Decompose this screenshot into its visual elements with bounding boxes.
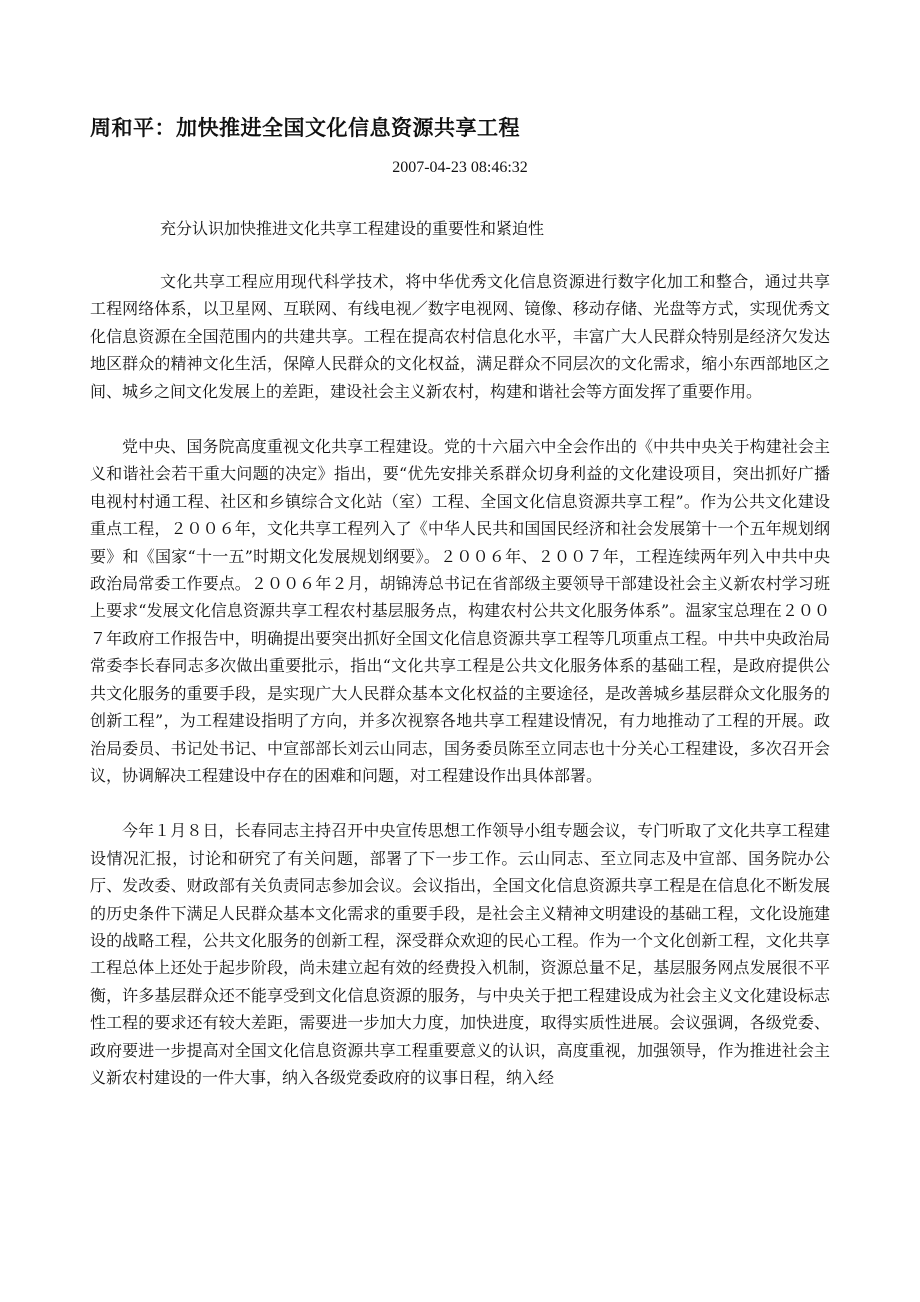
paragraph-2: 党中央、国务院高度重视文化共享工程建设。党的十六届六中全会作出的《中共中央关于构建社会主义和谐社会若干重大问题的决定》指出，要“优先安排关系群众切身利益的文化建设项目，突出抓好广播电视村村通工程、社区和乡镇综合文化站（室）工程、全国文化信息资源共享工程”。作为公共文化建设重点工程，２００６年，文化共享工程列入了《中华人民共和国国民经济和社会发展第十一个五年规划纲要》和《国家“十一五”时期文化发展规划纲要》。２００６年、２００７年，工程连续两年列入中共中央政治局常委工作要点。２００６年２月，胡锦涛总书记在省部级主要领导干部建设社会主义新农村学习班上要求“发展文化信息资源共享工程农村基层服务点，构建农村公共文化服务体系”。温家宝总理在２００７年政府工作报告中，明确提出要突出抓好全国文化信息资源共享工程等几项重点工程。中共中央政治局常委李长春同志多次做出重要批示，指出“文化共享工程是公共文化服务体系的基础工程，是政府提供公共文化服务的重要手段，是实现广大人民群众基本文化权益的主要途径，是改善城乡基层群众文化服务的创新工程”，为工程建设指明了方向，并多次视察各地共享工程建设情况，有力地推动了工程的开展。政治局委员、书记处书记、中宣部部长刘云山同志，国务委员陈至立同志也十分关心工程建设，多次召开会议，协调解决工程建设中存在的困难和问题，对工程建设作出具体部署。 [90, 437, 830, 785]
paragraph-1: 文化共享工程应用现代科学技术，将中华优秀文化信息资源进行数字化加工和整合，通过共享工程网络体系，以卫星网、互联网、有线电视／数字电视网、镜像、移动存储、光盘等方式，实现优秀文化信息资源在全国范围内的共建共享。工程在提高农村信息化水平，丰富广大人民群众特别是经济欠发达地区群众的精神文化生活，保障人民群众的文化权益，满足群众不同层次的文化需求，缩小东西部地区之间、城乡之间文化发展上的差距，建设社会主义新农村，构建和谐社会等方面发挥了重要作用。 [90, 272, 830, 401]
article-title: 周和平：加快推进全国文化信息资源共享工程 [90, 116, 520, 140]
article-body [90, 268, 830, 1119]
publish-datetime: 2007-04-23 08:46:32 [392, 159, 528, 176]
paragraph-3: 今年１月８日，长春同志主持召开中央宣传思想工作领导小组专题会议，专门听取了文化共享工程建设情况汇报，讨论和研究了有关问题，部署了下一步工作。云山同志、至立同志及中宣部、国务院办公厅、发改委、财政部有关负责同志参加会议。会议指出，全国文化信息资源共享工程是在信息化不断发展的历史条件下满足人民群众基本文化需求的重要手段，是社会主义精神文明建设的基础工程，文化设施建设的战略工程，公共文化服务的创新工程，深受群众欢迎的民心工程。作为一个文化创新工程，文化共享工程总体上还处于起步阶段，尚未建立起有效的经费投入机制，资源总量不足，基层服务网点发展很不平衡，许多基层群众还不能享受到文化信息资源的服务，与中央关于把工程建设成为社会主义文化建设标志性工程的要求还有较大差距，需要进一步加大力度，加快进度，取得实质性进展。会议强调，各级党委、政府要进一步提高对全国文化信息资源共享工程重要意义的认识，高度重视，加强领导，作为推进社会主义新农村建设的一件大事，纳入各级党委政府的议事日程，纳入经 [90, 821, 830, 1087]
section-heading: 充分认识加快推进文化共享工程建设的重要性和紧迫性 [160, 219, 545, 238]
